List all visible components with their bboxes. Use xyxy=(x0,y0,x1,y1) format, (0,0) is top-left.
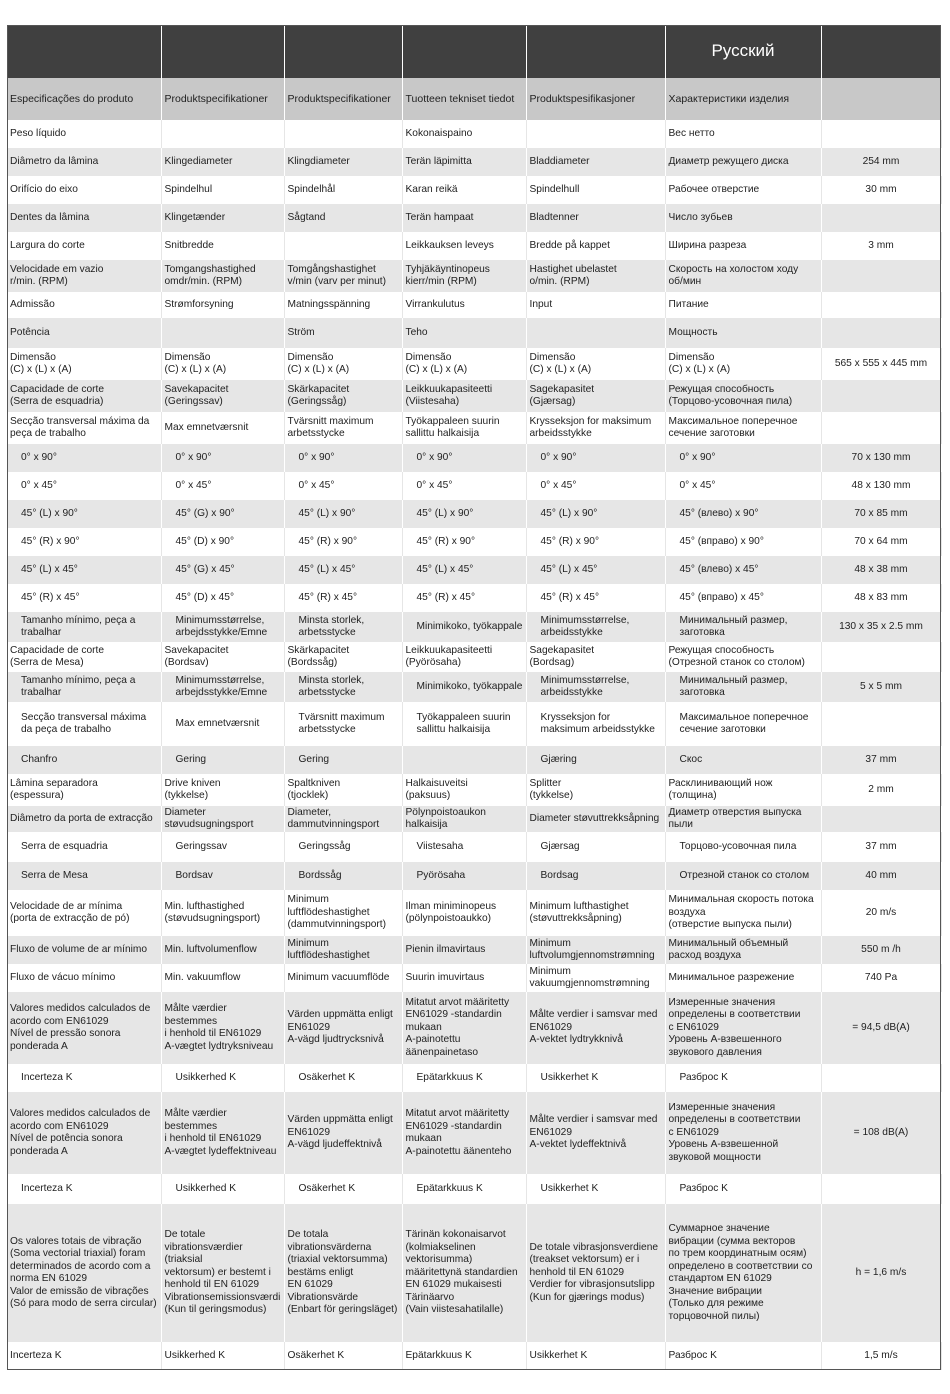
spec-cell: Скорость на холостом ходу об/мин xyxy=(665,260,821,292)
spec-cell: Strømforsyning xyxy=(161,292,284,318)
spec-cell: Bredde på kappet xyxy=(526,232,665,260)
spec-cell: Teho xyxy=(402,318,526,348)
table-row xyxy=(7,120,941,148)
table-row xyxy=(7,1342,941,1370)
spec-cell: Tomgangshastighed omdr/min. (RPM) xyxy=(161,260,284,292)
spec-cell: Suurin imuvirtaus xyxy=(402,964,526,992)
spec-cell: Epätarkkuus K xyxy=(402,1174,526,1204)
spec-cell: Gjæring xyxy=(526,746,665,774)
value-cell xyxy=(821,642,941,672)
table-row xyxy=(7,806,941,832)
spec-cell xyxy=(161,318,284,348)
spec-cell: Число зубьев xyxy=(665,204,821,232)
spec-cell: Valores medidos calculados de acordo com EN61029 Nível de potência sonora ponderada A xyxy=(7,1092,161,1174)
spec-cell: 45° (R) x 90° xyxy=(284,528,402,556)
value-cell: 70 x 130 mm xyxy=(821,444,941,472)
spec-cell: 45° (L) x 90° xyxy=(284,500,402,528)
spec-cell: Dimensão (C) x (L) x (A) xyxy=(284,348,402,380)
spec-cell: Минимальный размер, заготовка xyxy=(665,612,821,642)
spec-cell: Krysseksjon for maksimum arbeidsstykke xyxy=(526,412,665,444)
table-row xyxy=(7,642,941,672)
spec-cell: Geringssav xyxy=(161,832,284,862)
spec-cell: Diâmetro da porta de extracção xyxy=(7,806,161,832)
spec-cell: 0° x 90° xyxy=(161,444,284,472)
spec-cell: 45° (L) x 45° xyxy=(402,556,526,584)
value-cell: 254 mm xyxy=(821,148,941,176)
spec-cell: Målte verdier i samsvar med EN61029 A-vektet lydtrykknivå xyxy=(526,992,665,1064)
spec-cell: Рабочее отверстие xyxy=(665,176,821,204)
spec-cell: Minimum luftflödeshastighet xyxy=(284,936,402,964)
spec-cell: 0° x 90° xyxy=(284,444,402,472)
value-cell: 565 x 555 x 445 mm xyxy=(821,348,941,380)
spec-cell: Diameter, dammutvinningsport xyxy=(284,806,402,832)
spec-cell: Leikkauksen leveys xyxy=(402,232,526,260)
spec-cell: 45° (R) x 90° xyxy=(7,528,161,556)
spec-cell: 0° x 45° xyxy=(665,472,821,500)
spec-cell: Dimensão (C) x (L) x (A) xyxy=(402,348,526,380)
spec-cell: Spindelhull xyxy=(526,176,665,204)
spec-cell: Karan reikä xyxy=(402,176,526,204)
spec-cell: Epätarkkuus K xyxy=(402,1342,526,1370)
spec-cell: 45° (вправо) x 45° xyxy=(665,584,821,612)
spec-cell: Fluxo de vácuo mínimo xyxy=(7,964,161,992)
spec-cell: Diameter støvuttrekksåpning xyxy=(526,806,665,832)
spec-cell: De totale vibrasjonsverdiene (treakset vektorsum) er i henhold til EN 61029 Verdier for vibrasjonsutslipp (Kun for gjærings modus) xyxy=(526,1204,665,1342)
spec-cell: Gering xyxy=(284,746,402,774)
value-cell: 30 mm xyxy=(821,176,941,204)
spec-cell: Измеренные значения определены в соответствии с EN61029 Уровень A-взвешенного звукового давления xyxy=(665,992,821,1064)
spec-cell: Incerteza K xyxy=(7,1174,161,1204)
spec-cell: Savekapacitet (Bordsav) xyxy=(161,642,284,672)
spec-cell: Измеренные значения определены в соответствии с EN61029 Уровень A-взвешенной звуковой мощности xyxy=(665,1092,821,1174)
spec-cell: Capacidade de corte (Serra de esquadria) xyxy=(7,380,161,412)
spec-cell: Usikkerhet K xyxy=(526,1174,665,1204)
spec-cell: 45° (R) x 45° xyxy=(526,584,665,612)
spec-cell xyxy=(526,120,665,148)
spec-cell: Usikkerhed K xyxy=(161,1174,284,1204)
value-cell: 20 m/s xyxy=(821,890,941,936)
table-row xyxy=(7,500,941,528)
spec-cell: Вес нетто xyxy=(665,120,821,148)
spec-cell: Диаметр режущего диска xyxy=(665,148,821,176)
table-row xyxy=(7,472,941,500)
spec-cell: Splitter (tykkelse) xyxy=(526,774,665,806)
header-cell xyxy=(402,25,526,78)
spec-cell: Usikkerhed K xyxy=(161,1064,284,1092)
spec-cell: 0° x 45° xyxy=(7,472,161,500)
spec-cell: 45° (L) x 45° xyxy=(284,556,402,584)
table-row xyxy=(7,832,941,862)
spec-cell: Osäkerhet K xyxy=(284,1342,402,1370)
spec-cell: Matningsspänning xyxy=(284,292,402,318)
spec-cell: 0° x 90° xyxy=(665,444,821,472)
value-cell: 70 x 85 mm xyxy=(821,500,941,528)
column-title: Produktspecifikationer xyxy=(284,78,402,120)
spec-cell: Skärkapacitet (Geringssåg) xyxy=(284,380,402,412)
spec-cell: Разброс K xyxy=(665,1342,821,1370)
table-row xyxy=(7,964,941,992)
spec-cell: Разброс K xyxy=(665,1174,821,1204)
table-row xyxy=(7,774,941,806)
header-cell xyxy=(284,25,402,78)
spec-cell: Lâmina separadora (espessura) xyxy=(7,774,161,806)
spec-cell: Минимальное разрежение xyxy=(665,964,821,992)
value-cell: 70 x 64 mm xyxy=(821,528,941,556)
spec-cell: 45° (R) x 45° xyxy=(7,584,161,612)
language-header-row xyxy=(7,25,941,78)
spec-cell: Диаметр отверстия выпуска пыли xyxy=(665,806,821,832)
spec-cell: 0° x 90° xyxy=(402,444,526,472)
value-cell: 740 Pa xyxy=(821,964,941,992)
spec-cell: Minimum vacuumflöde xyxy=(284,964,402,992)
spec-cell: Snitbredde xyxy=(161,232,284,260)
spec-cell: Min. lufthastighed (støvudsugningsport) xyxy=(161,890,284,936)
value-cell xyxy=(821,204,941,232)
value-cell xyxy=(821,1174,941,1204)
spec-cell: Gering xyxy=(161,746,284,774)
spec-cell: Chanfro xyxy=(7,746,161,774)
spec-cell: Tvärsnitt maximum arbetsstycke xyxy=(284,702,402,746)
spec-cell: 45° (L) x 90° xyxy=(7,500,161,528)
spec-cell: Minimumsstørrelse, arbeidsstykke xyxy=(526,672,665,702)
spec-cell: Min. vakuumflow xyxy=(161,964,284,992)
spec-cell: Tamanho mínimo, peça a trabalhar xyxy=(7,612,161,642)
value-cell xyxy=(821,702,941,746)
spec-cell: Режущая способность (Отрезной станок со столом) xyxy=(665,642,821,672)
spec-cell xyxy=(161,120,284,148)
spec-cell: Bladtenner xyxy=(526,204,665,232)
spec-cell: De totale vibrationsværdier (triaksial vektorsum) er bestemt i henhold til EN 61029 Vibrationsemissionsværdi (Kun til geringsmodus) xyxy=(161,1204,284,1342)
header-cell xyxy=(526,25,665,78)
spec-cell: Mitatut arvot määritetty EN61029 -standardin mukaan A-painotettu äänenpainetaso xyxy=(402,992,526,1064)
table-row xyxy=(7,176,941,204)
spec-cell: Serra de Mesa xyxy=(7,862,161,890)
table-row xyxy=(7,556,941,584)
spec-cell: Terän hampaat xyxy=(402,204,526,232)
spec-cell xyxy=(402,746,526,774)
spec-cell: Largura do corte xyxy=(7,232,161,260)
table-row xyxy=(7,862,941,890)
spec-cell: Secção transversal máxima da peça de trabalho xyxy=(7,702,161,746)
table-row xyxy=(7,260,941,292)
spec-cell: Режущая способность (Торцово-усовочная пила) xyxy=(665,380,821,412)
spec-cell: 45° (влево) x 45° xyxy=(665,556,821,584)
table-row xyxy=(7,204,941,232)
spec-cell: Dimensão (C) x (L) x (A) xyxy=(526,348,665,380)
spec-cell: Разброс K xyxy=(665,1064,821,1092)
spec-cell: Klingetænder xyxy=(161,204,284,232)
value-cell xyxy=(821,380,941,412)
spec-cell: Diameter støvudsugningsport xyxy=(161,806,284,832)
spec-cell: Торцово-усовочная пила xyxy=(665,832,821,862)
spec-cell: Os valores totais de vibração (Soma vectorial triaxial) foram determinados de acordo com a norma EN 61029 Valor de emissão de vibrações (Só para modo de serra circular) xyxy=(7,1204,161,1342)
spec-cell: 0° x 45° xyxy=(526,472,665,500)
spec-cell: Krysseksjon for maksimum arbeidsstykke xyxy=(526,702,665,746)
spec-cell: 45° (L) x 90° xyxy=(402,500,526,528)
spec-cell: Peso líquido xyxy=(7,120,161,148)
spec-cell: Tyhjäkäyntinopeus kierr/min (RPM) xyxy=(402,260,526,292)
spec-cell: Viistesaha xyxy=(402,832,526,862)
spec-cell: Capacidade de corte (Serra de Mesa) xyxy=(7,642,161,672)
table-row xyxy=(7,1092,941,1174)
spec-cell: Hastighet ubelastet o/min. (RPM) xyxy=(526,260,665,292)
table-row xyxy=(7,348,941,380)
header-cell xyxy=(7,25,161,78)
spec-cell: Epätarkkuus K xyxy=(402,1064,526,1092)
table-row xyxy=(7,702,941,746)
spec-cell: Leikkuukapasiteetti (Viistesaha) xyxy=(402,380,526,412)
spec-cell: 45° (D) x 90° xyxy=(161,528,284,556)
value-cell xyxy=(821,260,941,292)
value-cell: 1,5 m/s xyxy=(821,1342,941,1370)
spec-cell: Velocidade em vazio r/min. (RPM) xyxy=(7,260,161,292)
spec-cell: Ilman miniminopeus (pölynpoistoaukko) xyxy=(402,890,526,936)
spec-cell: Питание xyxy=(665,292,821,318)
spec-cell: Målte værdier bestemmes i henhold til EN61029 A-vægtet lydeffektniveau xyxy=(161,1092,284,1174)
spec-cell: Värden uppmätta enligt EN61029 A-vägd ljudeffektnivå xyxy=(284,1092,402,1174)
table-row xyxy=(7,232,941,260)
spec-cell: Osäkerhet K xyxy=(284,1174,402,1204)
value-cell: 2 mm xyxy=(821,774,941,806)
spec-cell: Pyörösaha xyxy=(402,862,526,890)
spec-cell: 0° x 90° xyxy=(526,444,665,472)
spec-cell: Ширина разреза xyxy=(665,232,821,260)
table-row xyxy=(7,412,941,444)
spec-cell: Incerteza K xyxy=(7,1342,161,1370)
spec-cell: 45° (G) x 45° xyxy=(161,556,284,584)
spec-cell: 0° x 45° xyxy=(284,472,402,500)
spec-cell: Spindelhål xyxy=(284,176,402,204)
spec-cell: Minimum lufthastighet (støvuttrekksåpning) xyxy=(526,890,665,936)
spec-cell: De totala vibrationsvärderna (triaxial vektorsumma) bestäms enligt EN 61029 Vibrationsvärde (Enbart för geringsläget) xyxy=(284,1204,402,1342)
spec-cell: Bordsag xyxy=(526,862,665,890)
spec-cell: Sagekapasitet (Bordsag) xyxy=(526,642,665,672)
spec-cell: Klingediameter xyxy=(161,148,284,176)
spec-cell: Sågtand xyxy=(284,204,402,232)
spec-table xyxy=(7,25,942,1370)
value-cell xyxy=(821,120,941,148)
table-row xyxy=(7,672,941,702)
spec-cell: Максимальное поперечное сечение заготовки xyxy=(665,412,821,444)
spec-cell: Usikkerhet K xyxy=(526,1064,665,1092)
table-row xyxy=(7,936,941,964)
table-row xyxy=(7,584,941,612)
spec-cell: Bladdiameter xyxy=(526,148,665,176)
spec-cell: Tamanho mínimo, peça a trabalhar xyxy=(7,672,161,702)
spec-cell: Минимальный размер, заготовка xyxy=(665,672,821,702)
spec-cell xyxy=(284,232,402,260)
spec-cell: Minimikoko, työkappale xyxy=(402,612,526,642)
spec-cell: Målte værdier bestemmes i henhold til EN61029 A-vægtet lydtryksniveau xyxy=(161,992,284,1064)
spec-cell: Minimumsstørrelse, arbejdsstykke/Emne xyxy=(161,672,284,702)
spec-cell: Максимальное поперечное сечение заготовки xyxy=(665,702,821,746)
spec-cell: Отрезной станок со столом xyxy=(665,862,821,890)
spec-cell: Virrankulutus xyxy=(402,292,526,318)
table-row xyxy=(7,890,941,936)
spec-cell: Dimensão (C) x (L) x (A) xyxy=(665,348,821,380)
value-cell: 40 mm xyxy=(821,862,941,890)
spec-cell: Värden uppmätta enligt EN61029 A-vägd ljudtrycksnivå xyxy=(284,992,402,1064)
value-cell: = 94,5 dB(A) xyxy=(821,992,941,1064)
spec-cell: Sagekapasitet (Gjærsag) xyxy=(526,380,665,412)
table-row xyxy=(7,528,941,556)
column-title: Produktspecifikationer xyxy=(161,78,284,120)
spec-cell: Geringssåg xyxy=(284,832,402,862)
spec-cell: Bordssåg xyxy=(284,862,402,890)
russian-language-label: Русский xyxy=(665,25,821,78)
table-row xyxy=(7,746,941,774)
spec-cell: Työkappaleen suurin sallittu halkaisija xyxy=(402,702,526,746)
column-titles-row xyxy=(7,78,941,120)
spec-cell: Pölynpoistoaukon halkaisija xyxy=(402,806,526,832)
column-title: Tuotteen tekniset tiedot xyxy=(402,78,526,120)
value-cell xyxy=(821,412,941,444)
table-row xyxy=(7,612,941,642)
value-cell: 3 mm xyxy=(821,232,941,260)
spec-cell: 45° (влево) x 90° xyxy=(665,500,821,528)
value-cell xyxy=(821,292,941,318)
spec-cell: Скос xyxy=(665,746,821,774)
table-row xyxy=(7,444,941,472)
spec-cell: Mitatut arvot määritetty EN61029 -standardin mukaan A-painotettu äänenteho xyxy=(402,1092,526,1174)
spec-cell: Minimikoko, työkappale xyxy=(402,672,526,702)
spec-cell: Dimensão (C) x (L) x (A) xyxy=(7,348,161,380)
spec-cell: Serra de esquadria xyxy=(7,832,161,862)
table-row xyxy=(7,292,941,318)
spec-cell: Bordsav xyxy=(161,862,284,890)
spec-cell: Terän läpimitta xyxy=(402,148,526,176)
column-title xyxy=(821,78,941,120)
value-cell xyxy=(821,806,941,832)
table-row xyxy=(7,380,941,412)
spec-cell: 45° (L) x 45° xyxy=(7,556,161,584)
value-cell: 130 x 35 x 2.5 mm xyxy=(821,612,941,642)
table-row xyxy=(7,1064,941,1092)
spec-cell: Klingdiameter xyxy=(284,148,402,176)
spec-cell: 45° (R) x 90° xyxy=(402,528,526,556)
value-cell: 48 x 130 mm xyxy=(821,472,941,500)
table-row xyxy=(7,992,941,1064)
spec-cell: Orifício do eixo xyxy=(7,176,161,204)
value-cell: 48 x 38 mm xyxy=(821,556,941,584)
spec-cell: Tvärsnitt maximum arbetsstycke xyxy=(284,412,402,444)
spec-cell: Минимальная скорость потока воздуха (отверстие выпуска пыли) xyxy=(665,890,821,936)
spec-cell: Gjærsag xyxy=(526,832,665,862)
spec-cell: 0° x 45° xyxy=(402,472,526,500)
spec-cell: Minsta storlek, arbetsstycke xyxy=(284,612,402,642)
spec-cell: Расклинивающий нож (толщина) xyxy=(665,774,821,806)
spec-cell: Savekapacitet (Geringssav) xyxy=(161,380,284,412)
value-cell xyxy=(821,318,941,348)
table-row xyxy=(7,318,941,348)
spec-cell: Tärinän kokonaisarvot (kolmiakselinen vektorisumma) määritettynä standardien EN 61029 mukaisesti Tärinäarvo (Vain viistesahatilalle) xyxy=(402,1204,526,1342)
column-title: Характеристики изделия xyxy=(665,78,821,120)
spec-cell: Минимальный объемный расход воздуха xyxy=(665,936,821,964)
spec-cell: Pienin ilmavirtaus xyxy=(402,936,526,964)
spec-cell: Diâmetro da lâmina xyxy=(7,148,161,176)
spec-cell: Minimumsstørrelse, arbejdsstykke/Emne xyxy=(161,612,284,642)
spec-cell: Minimum vakuumgjennomstrømning xyxy=(526,964,665,992)
table-row xyxy=(7,1204,941,1342)
value-cell: 48 x 83 mm xyxy=(821,584,941,612)
spec-cell: Valores medidos calculados de acordo com EN61029 Nível de pressão sonora ponderada A xyxy=(7,992,161,1064)
spec-cell: 0° x 45° xyxy=(161,472,284,500)
spec-cell: 45° (L) x 45° xyxy=(526,556,665,584)
spec-cell: Potência xyxy=(7,318,161,348)
spec-cell: Minimum luftflödeshastighet (dammutvinningsport) xyxy=(284,890,402,936)
spec-cell: Drive kniven (tykkelse) xyxy=(161,774,284,806)
spec-cell: Суммарное значение вибрации (сумма векторов по трем координатным осям) определено в соответствии со стандартом EN 61029 Значение вибрации (Только для режиме торцовочной пилы) xyxy=(665,1204,821,1342)
column-title: Especificações do produto xyxy=(7,78,161,120)
spec-cell: Min. luftvolumenflow xyxy=(161,936,284,964)
spec-cell: Usikkerhed K xyxy=(161,1342,284,1370)
spec-cell: Minsta storlek, arbetsstycke xyxy=(284,672,402,702)
spec-cell: 0° x 90° xyxy=(7,444,161,472)
value-cell: 550 m /h xyxy=(821,936,941,964)
spec-cell: Minimumsstørrelse, arbeidsstykke xyxy=(526,612,665,642)
value-cell: 37 mm xyxy=(821,746,941,774)
value-cell: 37 mm xyxy=(821,832,941,862)
spec-cell: 45° (R) x 90° xyxy=(526,528,665,556)
spec-cell: Fluxo de volume de ar mínimo xyxy=(7,936,161,964)
header-cell xyxy=(161,25,284,78)
value-cell xyxy=(821,1064,941,1092)
spec-cell: Tomgångshastighet v/min (varv per minut) xyxy=(284,260,402,292)
value-cell: = 108 dB(A) xyxy=(821,1092,941,1174)
spec-cell: Secção transversal máxima da peça de trabalho xyxy=(7,412,161,444)
table-row xyxy=(7,148,941,176)
spec-cell: Dimensão (C) x (L) x (A) xyxy=(161,348,284,380)
table-row xyxy=(7,1174,941,1204)
spec-cell: 45° (R) x 45° xyxy=(284,584,402,612)
spec-cell: Usikkerhet K xyxy=(526,1342,665,1370)
value-cell: 5 x 5 mm xyxy=(821,672,941,702)
spec-cell: Halkaisuveitsi (paksuus) xyxy=(402,774,526,806)
spec-cell: 45° (R) x 45° xyxy=(402,584,526,612)
spec-cell: Incerteza K xyxy=(7,1064,161,1092)
spec-cell: Max emnetværsnit xyxy=(161,412,284,444)
spec-cell: Dentes da lâmina xyxy=(7,204,161,232)
spec-cell: 45° (L) x 90° xyxy=(526,500,665,528)
spec-cell: Skärkapacitet (Bordssåg) xyxy=(284,642,402,672)
spec-cell xyxy=(526,318,665,348)
value-cell: h = 1,6 m/s xyxy=(821,1204,941,1342)
spec-cell: Velocidade de ar mínima (porta de extracção de pó) xyxy=(7,890,161,936)
spec-cell xyxy=(284,120,402,148)
header-cell xyxy=(821,25,941,78)
spec-cell: 45° (D) x 45° xyxy=(161,584,284,612)
spec-cell: Spaltkniven (tjocklek) xyxy=(284,774,402,806)
column-title: Produktspesifikasjoner xyxy=(526,78,665,120)
spec-cell: Input xyxy=(526,292,665,318)
spec-cell: Työkappaleen suurin sallittu halkaisija xyxy=(402,412,526,444)
spec-cell: Spindelhul xyxy=(161,176,284,204)
spec-cell: Kokonaispaino xyxy=(402,120,526,148)
spec-cell: Ström xyxy=(284,318,402,348)
spec-cell: 45° (G) x 90° xyxy=(161,500,284,528)
spec-cell: Målte verdier i samsvar med EN61029 A-vektet lydeffektnivå xyxy=(526,1092,665,1174)
spec-cell: Admissão xyxy=(7,292,161,318)
spec-cell: Minimum luftvolumgjennomstrømning xyxy=(526,936,665,964)
spec-cell: Osäkerhet K xyxy=(284,1064,402,1092)
spec-cell: Max emnetværsnit xyxy=(161,702,284,746)
spec-cell: Мощность xyxy=(665,318,821,348)
spec-cell: 45° (вправо) x 90° xyxy=(665,528,821,556)
spec-cell: Leikkuukapasiteetti (Pyörösaha) xyxy=(402,642,526,672)
